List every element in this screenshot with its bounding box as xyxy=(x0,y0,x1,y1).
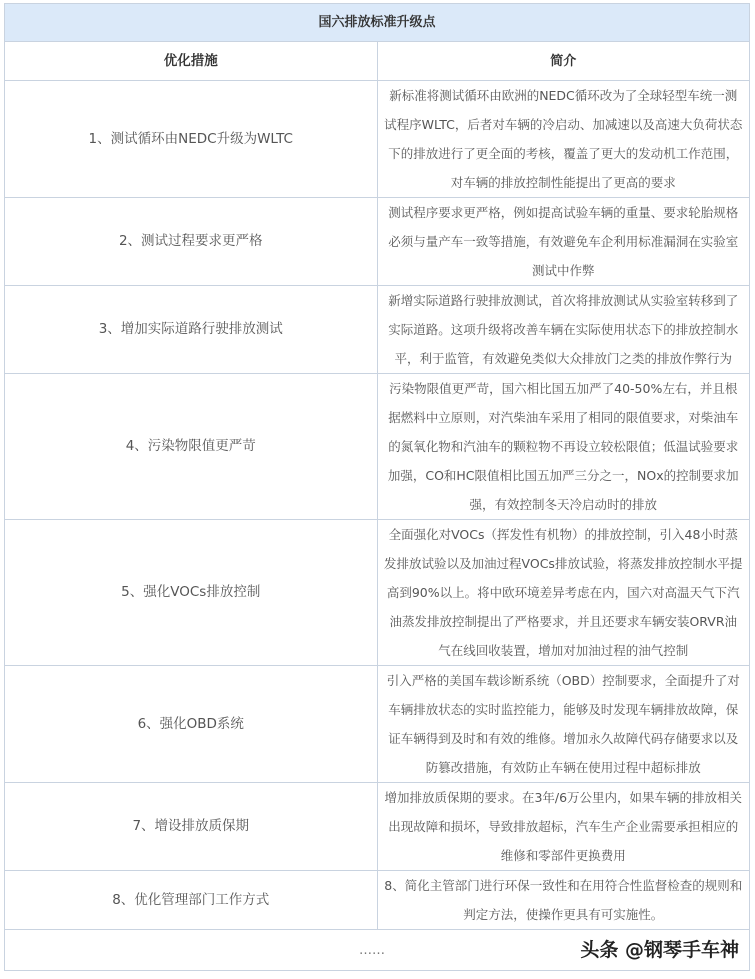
desc-cell: 新标准将测试循环由欧洲的NEDC循环改为了全球轻型车统一测试程序WLTC，后者对车辆的冷启动、加减速以及高速大负荷状态下的排放进行了更全面的考核，覆盖了更大的发动机工作范围，对车辆的排放控制性能提出了更高的要求 xyxy=(377,81,750,198)
desc-cell: 新增实际道路行驶排放测试，首次将排放测试从实验室转移到了实际道路。这项升级将改善车辆在实际使用状态下的排放控制水平，利于监管，有效避免类似大众排放门之类的排放作弊行为 xyxy=(377,286,750,374)
desc-cell: 8、简化主管部门进行环保一致性和在用符合性监督检查的规则和判定方法，使操作更具有可实施性。 xyxy=(377,871,750,930)
measure-cell: 8、优化管理部门工作方式 xyxy=(5,871,378,930)
desc-cell: 测试程序要求更严格，例如提高试验车辆的重量、要求轮胎规格必须与量产车一致等措施，有效避免车企利用标准漏洞在实验室测试中作弊 xyxy=(377,198,750,286)
desc-cell: 全面强化对VOCs（挥发性有机物）的排放控制，引入48小时蒸发排放试验以及加油过程VOCs排放试验，将蒸发排放控制水平提高到90%以上。将中欧环境差异考虑在内，国六对高温天气下汽油蒸发排放控制提出了严格要求，并且还要求车辆安装ORVR油气在线回收装置，增加对加油过程的油气控制 xyxy=(377,520,750,666)
desc-cell: 增加排放质保期的要求。在3年/6万公里内，如果车辆的排放相关出现故障和损坏，导致排放超标，汽车生产企业需要承担相应的维修和零部件更换费用 xyxy=(377,783,750,871)
header-desc: 简介 xyxy=(377,42,750,81)
measure-cell: 1、测试循环由NEDC升级为WLTC xyxy=(5,81,378,198)
watermark: 头条 @钢琴手车神 xyxy=(580,939,739,961)
header-measure: 优化措施 xyxy=(5,42,378,81)
measure-cell: 6、强化OBD系统 xyxy=(5,666,378,783)
table-row xyxy=(5,520,750,666)
desc-cell: 污染物限值更严苛，国六相比国五加严了40-50%左右，并且根据燃料中立原则，对汽柴油车采用了相同的限值要求，对柴油车的氮氧化物和汽油车的颗粒物不再设立较松限值；低温试验要求加强，CO和HC限值相比国五加严三分之一，NOx的控制要求加强，有效控制冬天冷启动时的排放 xyxy=(377,374,750,520)
more-ellipsis: …… xyxy=(359,942,385,958)
emission-standard-table xyxy=(4,3,750,971)
measure-cell: 5、强化VOCs排放控制 xyxy=(5,520,378,666)
more-row xyxy=(5,930,750,971)
measure-cell: 2、测试过程要求更严格 xyxy=(5,198,378,286)
table-row xyxy=(5,198,750,286)
table-title: 国六排放标准升级点 xyxy=(5,4,750,42)
measure-cell: 4、污染物限值更严苛 xyxy=(5,374,378,520)
table-row xyxy=(5,666,750,783)
table-row xyxy=(5,374,750,520)
more-row-content xyxy=(5,930,749,970)
measure-cell: 7、增设排放质保期 xyxy=(5,783,378,871)
table-row xyxy=(5,286,750,374)
table-row xyxy=(5,871,750,930)
measure-cell: 3、增加实际道路行驶排放测试 xyxy=(5,286,378,374)
table-row xyxy=(5,81,750,198)
table-row xyxy=(5,783,750,871)
desc-cell: 引入严格的美国车载诊断系统（OBD）控制要求，全面提升了对车辆排放状态的实时监控能力，能够及时发现车辆排放故障，保证车辆得到及时和有效的维修。增加永久故障代码存储要求以及防篡改措施，有效防止车辆在使用过程中超标排放 xyxy=(377,666,750,783)
